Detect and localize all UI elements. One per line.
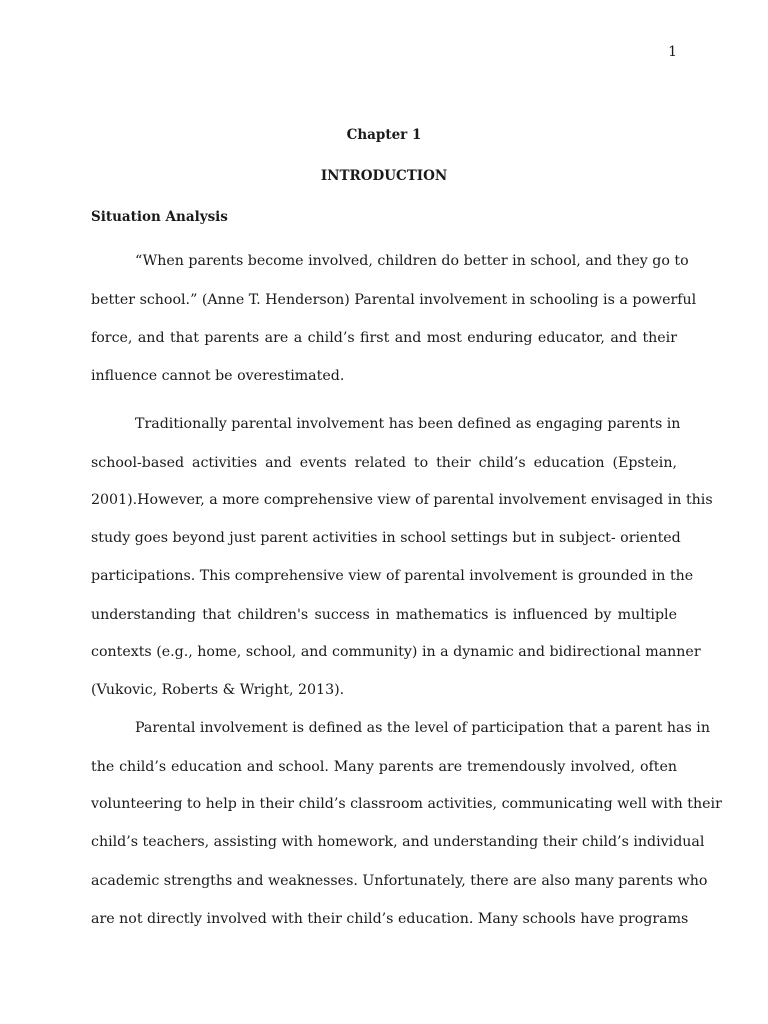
paragraph-line: academic strengths and weaknesses. Unfortunately, there are also many parents who	[91, 873, 708, 889]
paragraph-line: Traditionally parental involvement has been defined as engaging parents in	[135, 416, 681, 432]
paragraph-line: the child’s education and school. Many parents are tremendously involved, often	[91, 759, 677, 775]
chapter-title: INTRODUCTION	[320, 168, 448, 184]
paragraph-line: influence cannot be overestimated.	[91, 368, 345, 384]
paragraph-line: participations. This comprehensive view of parental involvement is grounded in the	[91, 568, 694, 584]
section-heading: Situation Analysis	[91, 209, 228, 225]
paragraph-line: better school.” (Anne T. Henderson) Parental involvement in schooling is a powerful	[91, 292, 697, 308]
paragraph-line: contexts (e.g., home, school, and community) in a dynamic and bidirectional manner	[91, 644, 701, 660]
paragraph-line: force, and that parents are a child’s first and most enduring educator, and their	[91, 330, 677, 346]
paragraph-line: child’s teachers, assisting with homework, and understanding their child’s individual	[91, 834, 705, 850]
paragraph-line: 2001).However, a more comprehensive view of parental involvement envisaged in this	[91, 492, 713, 508]
paragraph-line: “When parents become involved, children do better in school, and they go to	[135, 253, 689, 269]
paragraph-line: (Vukovic, Roberts & Wright, 2013).	[91, 682, 345, 698]
paragraph-line: are not directly involved with their child’s education. Many schools have programs	[91, 911, 689, 927]
page-number: 1	[668, 44, 677, 60]
paragraph-line: understanding that children's success in mathematics is influenced by multiple	[91, 607, 677, 623]
chapter-label: Chapter 1	[346, 127, 422, 143]
paragraph-line: volunteering to help in their child’s classroom activities, communicating well with their	[91, 796, 722, 812]
paragraph-line: study goes beyond just parent activities in school settings but in subject- oriented	[91, 530, 681, 546]
paragraph-line: school-based activities and events related to their child’s education (Epstein,	[91, 455, 677, 471]
paragraph-line: Parental involvement is defined as the level of participation that a parent has in	[135, 720, 710, 736]
